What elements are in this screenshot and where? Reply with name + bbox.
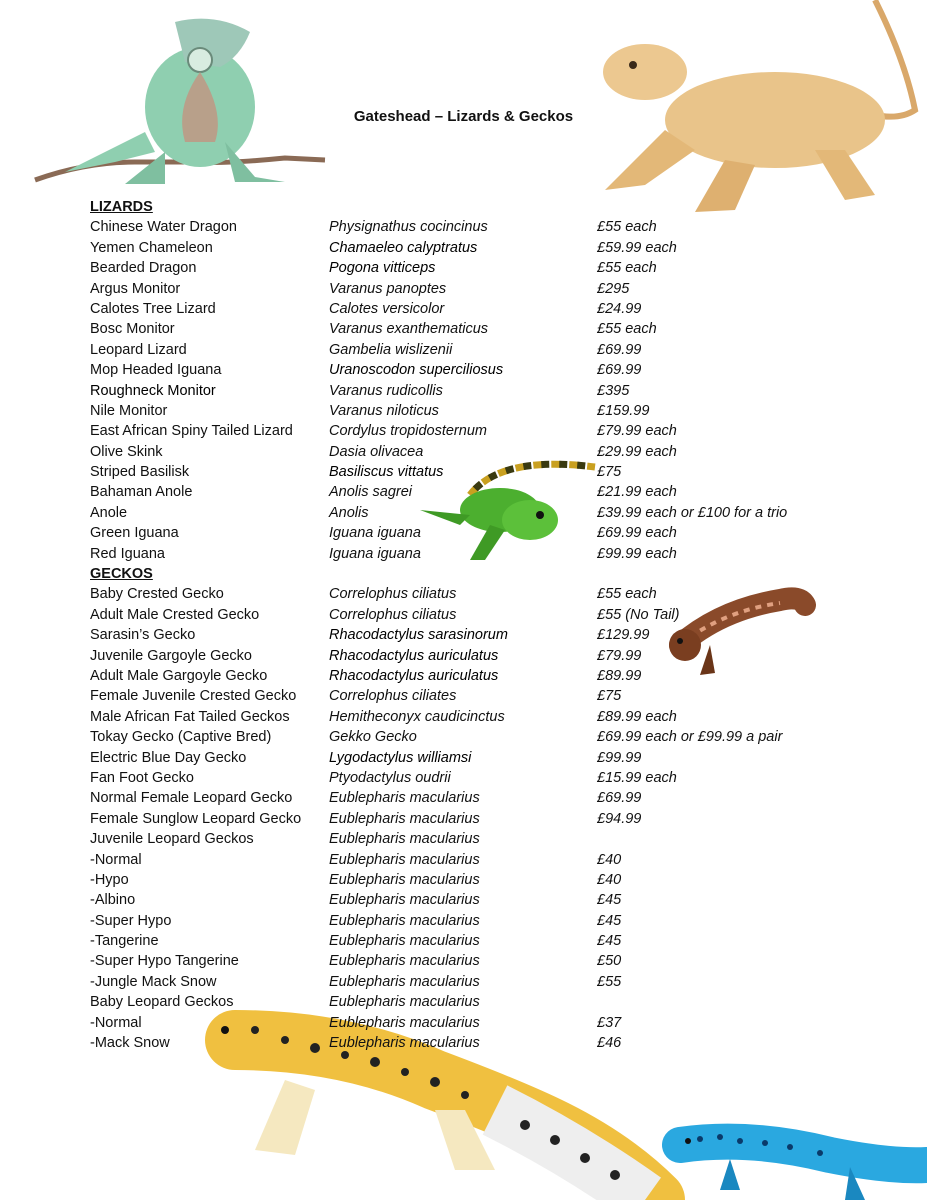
- latin-name: Basiliscus vittatus: [329, 464, 444, 481]
- latin-name: Eublepharis macularius: [329, 851, 480, 868]
- price: £59.99 each: [597, 239, 677, 256]
- list-item: [90, 421, 890, 441]
- latin-name: Eublepharis macularius: [329, 912, 480, 929]
- common-name: -Super Hypo Tangerine: [90, 953, 239, 970]
- common-name: -Tangerine: [90, 933, 159, 950]
- common-name: -Super Hypo: [90, 912, 172, 929]
- common-name: -Normal: [90, 1014, 142, 1031]
- list-item: [90, 809, 890, 829]
- price: £24.99: [597, 300, 642, 317]
- price: £395: [597, 382, 630, 399]
- latin-name: Varanus rudicollis: [329, 382, 443, 399]
- common-name: Striped Basilisk: [90, 464, 190, 481]
- common-name: Baby Crested Gecko: [90, 586, 224, 603]
- latin-name: Rhacodactylus auriculatus: [329, 647, 499, 664]
- common-name: -Albino: [90, 892, 136, 909]
- list-item: [90, 217, 890, 237]
- price: £69.99: [597, 362, 642, 379]
- list-item: [90, 748, 890, 768]
- list-item: [90, 482, 890, 502]
- common-name: -Jungle Mack Snow: [90, 973, 217, 990]
- list-item: [90, 850, 890, 870]
- latin-name: Lygodactylus williamsi: [329, 749, 472, 766]
- price: £55 each: [597, 219, 657, 236]
- price: £46: [597, 1035, 622, 1052]
- price: £295: [597, 280, 630, 297]
- price: £159.99: [597, 402, 650, 419]
- latin-name: Chamaeleo calyptratus: [329, 239, 478, 256]
- list-item: [90, 768, 890, 788]
- common-name: -Hypo: [90, 871, 129, 888]
- latin-name: Physignathus cocincinus: [329, 219, 488, 236]
- page-title: Gateshead – Lizards & Geckos: [353, 108, 574, 125]
- list-item: [90, 727, 890, 747]
- price: £69.99: [597, 341, 642, 358]
- list-item: [90, 544, 890, 564]
- common-name: Roughneck Monitor: [90, 382, 216, 399]
- common-name: Yemen Chameleon: [90, 239, 213, 256]
- common-name: Electric Blue Day Gecko: [90, 749, 247, 766]
- common-name: Nile Monitor: [90, 402, 168, 419]
- price: £69.99 each: [597, 525, 677, 542]
- common-name: East African Spiny Tailed Lizard: [90, 423, 293, 440]
- list-item: [90, 829, 890, 849]
- latin-name: Anolis sagrei: [329, 484, 413, 501]
- common-name: -Mack Snow: [90, 1035, 170, 1052]
- common-name: Baby Leopard Geckos: [90, 994, 234, 1011]
- list-item: [90, 238, 890, 258]
- price: £39.99 each or £100 for a trio: [597, 504, 788, 521]
- latin-name: Eublepharis macularius: [329, 953, 480, 970]
- common-name: Argus Monitor: [90, 280, 181, 297]
- common-name: Female Sunglow Leopard Gecko: [90, 810, 302, 827]
- list-item: [90, 279, 890, 299]
- list-item: [90, 666, 890, 686]
- price: £29.99 each: [597, 443, 677, 460]
- latin-name: Uranoscodon superciliosus: [329, 362, 504, 379]
- latin-name: Gekko Gecko: [329, 729, 417, 746]
- price: £129.99: [597, 627, 650, 644]
- price: £94.99: [597, 810, 642, 827]
- list-item: [90, 686, 890, 706]
- list-item: [90, 605, 890, 625]
- common-name: Tokay Gecko (Captive Bred): [90, 729, 272, 746]
- list-item: [90, 951, 890, 971]
- latin-name: Eublepharis macularius: [329, 994, 480, 1011]
- price: £21.99 each: [597, 484, 677, 501]
- common-name: Juvenile Gargoyle Gecko: [90, 647, 252, 664]
- price: £40: [597, 871, 622, 888]
- price: £89.99: [597, 667, 642, 684]
- latin-name: Correlophus ciliatus: [329, 586, 457, 603]
- list-item: [90, 870, 890, 890]
- latin-name: Varanus niloticus: [329, 402, 439, 419]
- common-name: Bearded Dragon: [90, 260, 197, 277]
- latin-name: Varanus panoptes: [329, 280, 447, 297]
- list-item: [90, 319, 890, 339]
- common-name: Normal Female Leopard Gecko: [90, 790, 293, 807]
- latin-name: Rhacodactylus sarasinorum: [329, 627, 508, 644]
- common-name: Bosc Monitor: [90, 321, 175, 338]
- list-item: [90, 1033, 890, 1053]
- list-item: [90, 972, 890, 992]
- list-item: [90, 890, 890, 910]
- latin-name: Cordylus tropidosternum: [329, 423, 487, 440]
- common-name: Fan Foot Gecko: [90, 769, 194, 786]
- list-item: [90, 299, 890, 319]
- blue-day-gecko-photo: [670, 1115, 927, 1200]
- latin-name: Pogona vitticeps: [329, 260, 436, 277]
- latin-name: Hemitheconyx caudicinctus: [329, 708, 505, 725]
- latin-name: Eublepharis macularius: [329, 973, 480, 990]
- latin-name: Dasia olivacea: [329, 443, 424, 460]
- latin-name: Correlophus ciliates: [329, 688, 457, 705]
- common-name: Juvenile Leopard Geckos: [90, 831, 254, 848]
- price: £45: [597, 892, 622, 909]
- common-name: Bahaman Anole: [90, 484, 193, 501]
- price: £15.99 each: [597, 769, 677, 786]
- green-iguana-photo: [25, 12, 325, 192]
- list-item: [90, 523, 890, 543]
- latin-name: Calotes versicolor: [329, 300, 445, 317]
- list-item: [90, 381, 890, 401]
- list-item: [90, 788, 890, 808]
- price: £69.99: [597, 790, 642, 807]
- list-item: [90, 931, 890, 951]
- price: £69.99 each or £99.99 a pair: [597, 729, 783, 746]
- list-item: [90, 360, 890, 380]
- latin-name: Eublepharis macularius: [329, 892, 480, 909]
- latin-name: Eublepharis macularius: [329, 1035, 480, 1052]
- list-item: [90, 646, 890, 666]
- price: £37: [597, 1014, 622, 1031]
- price: £50: [597, 953, 622, 970]
- latin-name: Iguana iguana: [329, 545, 421, 562]
- price: £55 each: [597, 260, 657, 277]
- price: £99.99 each: [597, 545, 677, 562]
- price: £75: [597, 464, 622, 481]
- price: £79.99: [597, 647, 642, 664]
- common-name: Adult Male Gargoyle Gecko: [90, 667, 268, 684]
- list-item: [90, 911, 890, 931]
- list-item: [90, 584, 890, 604]
- section-lizards: [90, 197, 890, 564]
- common-name: Sarasin’s Gecko: [90, 627, 196, 644]
- latin-name: Iguana iguana: [329, 525, 421, 542]
- price: £55 each: [597, 321, 657, 338]
- list-item: [90, 503, 890, 523]
- price-list: [90, 197, 890, 1053]
- price: £55: [597, 973, 622, 990]
- price: £99.99: [597, 749, 642, 766]
- price: £79.99 each: [597, 423, 677, 440]
- section-heading: LIZARDS: [90, 199, 153, 215]
- common-name: Calotes Tree Lizard: [90, 300, 216, 317]
- latin-name: Rhacodactylus auriculatus: [329, 667, 499, 684]
- latin-name: Varanus exanthematicus: [329, 321, 489, 338]
- common-name: Mop Headed Iguana: [90, 362, 222, 379]
- list-item: [90, 401, 890, 421]
- price: £45: [597, 912, 622, 929]
- price: £45: [597, 933, 622, 950]
- list-item: [90, 340, 890, 360]
- latin-name: Eublepharis macularius: [329, 871, 480, 888]
- latin-name: Gambelia wislizenii: [329, 341, 453, 358]
- common-name: Green Iguana: [90, 525, 179, 542]
- latin-name: Correlophus ciliatus: [329, 606, 457, 623]
- common-name: -Normal: [90, 851, 142, 868]
- latin-name: Eublepharis macularius: [329, 790, 480, 807]
- latin-name: Eublepharis macularius: [329, 810, 480, 827]
- latin-name: Eublepharis macularius: [329, 933, 480, 950]
- list-item: [90, 442, 890, 462]
- common-name: Leopard Lizard: [90, 341, 187, 358]
- latin-name: Eublepharis macularius: [329, 831, 480, 848]
- section-geckos: [90, 564, 890, 1053]
- list-item: [90, 625, 890, 645]
- latin-name: Anolis: [329, 504, 369, 521]
- latin-name: Ptyodactylus oudrii: [329, 769, 451, 786]
- list-item: [90, 992, 890, 1012]
- price: £89.99 each: [597, 708, 677, 725]
- common-name: Female Juvenile Crested Gecko: [90, 688, 297, 705]
- price: £75: [597, 688, 622, 705]
- common-name: Male African Fat Tailed Geckos: [90, 708, 290, 725]
- list-item: [90, 707, 890, 727]
- price: £40: [597, 851, 622, 868]
- latin-name: Eublepharis macularius: [329, 1014, 480, 1031]
- common-name: Anole: [90, 504, 128, 521]
- price: £55 each: [597, 586, 657, 603]
- list-item: [90, 258, 890, 278]
- common-name: Adult Male Crested Gecko: [90, 606, 260, 623]
- common-name: Olive Skink: [90, 443, 163, 460]
- common-name: Chinese Water Dragon: [90, 219, 237, 236]
- common-name: Red Iguana: [90, 545, 165, 562]
- price: £55 (No Tail): [597, 606, 680, 623]
- list-item: [90, 462, 890, 482]
- section-heading: GECKOS: [90, 566, 153, 583]
- list-item: [90, 1013, 890, 1033]
